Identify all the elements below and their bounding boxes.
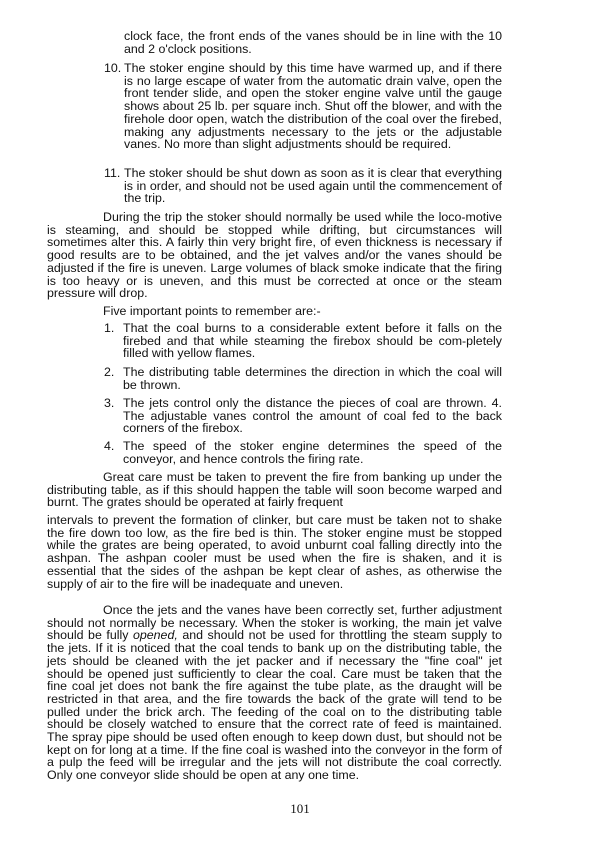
point-text: The jets control only the distance the pieces of coal are thrown. 4. The adjustable vanes control the amount of coal fed to the back corners of the firebox.	[123, 396, 502, 436]
step-number: 11.	[104, 166, 121, 180]
point-text: The speed of the stoker engine determines the speed of the conveyor, and hence controls the firing rate.	[123, 439, 502, 466]
point-text: The distributing table determines the direction in which the coal will be thrown.	[123, 365, 502, 392]
point-text: That the coal burns to a considerable extent before it falls on the firebed and that while steaming the firebox should be com-pletely filled with yellow flames.	[123, 321, 502, 361]
jets-text-before: Once the jets and the vanes have been correctly set, further adjustment should not normally be necessary. When the stoker is working, the main jet valve should be fully	[47, 603, 502, 643]
step-text: The stoker engine should by this time have warmed up, and if there is no large escape of water from the automatic drain valve, open the front tender slide, and open the stoker engine valve until the gauge shows about 25 lb. per square inch. Shut off the blower, and with the firehole door open, watch the distribution of the coal over the firebed, making any adjustments necessary to the jets or the adjustable vanes. No more than slight adjustments should be required.	[124, 61, 502, 152]
paragraph-intervals: intervals to prevent the formation of clinker, but care must be taken not to shake the fire down too low, as the fire bed is thin. The stoker engine must be stopped while the grates are being operated, to avoid unburnt coal falling directly into the ashpan. The ashpan cooler must be used when the fire is shaken, and it is essential that the sides of the ashpan be kept clear of ashes, as otherwise the supply of air to the fire will be inadequate and uneven.	[47, 513, 502, 591]
point-number: 3.	[104, 396, 115, 410]
page-number: 101	[290, 801, 310, 816]
jets-emphasis: opened,	[132, 628, 178, 643]
paragraph-jets	[47, 604, 502, 782]
paragraph-trip: During the trip the stoker should normally be used while the loco-motive is steaming, and should be stopped while drifting, but circumstances will sometimes alter this. A fairly thin very bright fire, of even thickness is necessary if good results are to be obtained, and the jet valves and/or the vanes should be adjusted if the fire is uneven. Large volumes of black smoke indicate that the firing is too heavy or is uneven, and this must be corrected at once or the steam pressure will drop.	[47, 210, 502, 301]
point-number: 2.	[104, 365, 115, 379]
step-number: 10.	[104, 61, 122, 75]
point-number: 4.	[104, 439, 115, 453]
jets-text-after: and should not be used for throttling the steam supply to the jets. If it is noticed that the coal tends to bank up on the distributing table, the jets should be cleaned with the jet packer and if necessary the "fine coal" jet should be opened just sufficiently to clear the coal. Care must be taken that the fine coal jet does not bank the fire against the tube plate, as the draught will be restricted in that area, and the fire towards the back of the grate will tend to be pulled under the brick arch. The feeding of the coal on to the distributing table should be closely watched to ensure that the correct rate of feed is maintained. The spray pipe should be used often enough to keep down dust, but should not be kept on for long at a time. If the fine coal is washed into the conveyor in the form of a pulp the feed will be irregular and the jets will not distribute the coal correctly. Only one conveyor slide should be open at any one time.	[47, 628, 502, 783]
point-number: 1.	[104, 321, 115, 335]
intro-continuation: clock face, the front ends of the vanes should be in line with the 10 and 2 o'clock positions.	[124, 29, 502, 56]
paragraph-care: Great care must be taken to prevent the fire from banking up under the distributing table, as if this should happen the table will soon become warped and burnt. The grates should be operated at fairly frequent	[47, 470, 502, 510]
step-text: The stoker should be shut down as soon as it is clear that everything is in order, and should not be used again until the commencement of the trip.	[124, 166, 502, 206]
points-lead: Five important points to remember are:-	[103, 304, 321, 318]
